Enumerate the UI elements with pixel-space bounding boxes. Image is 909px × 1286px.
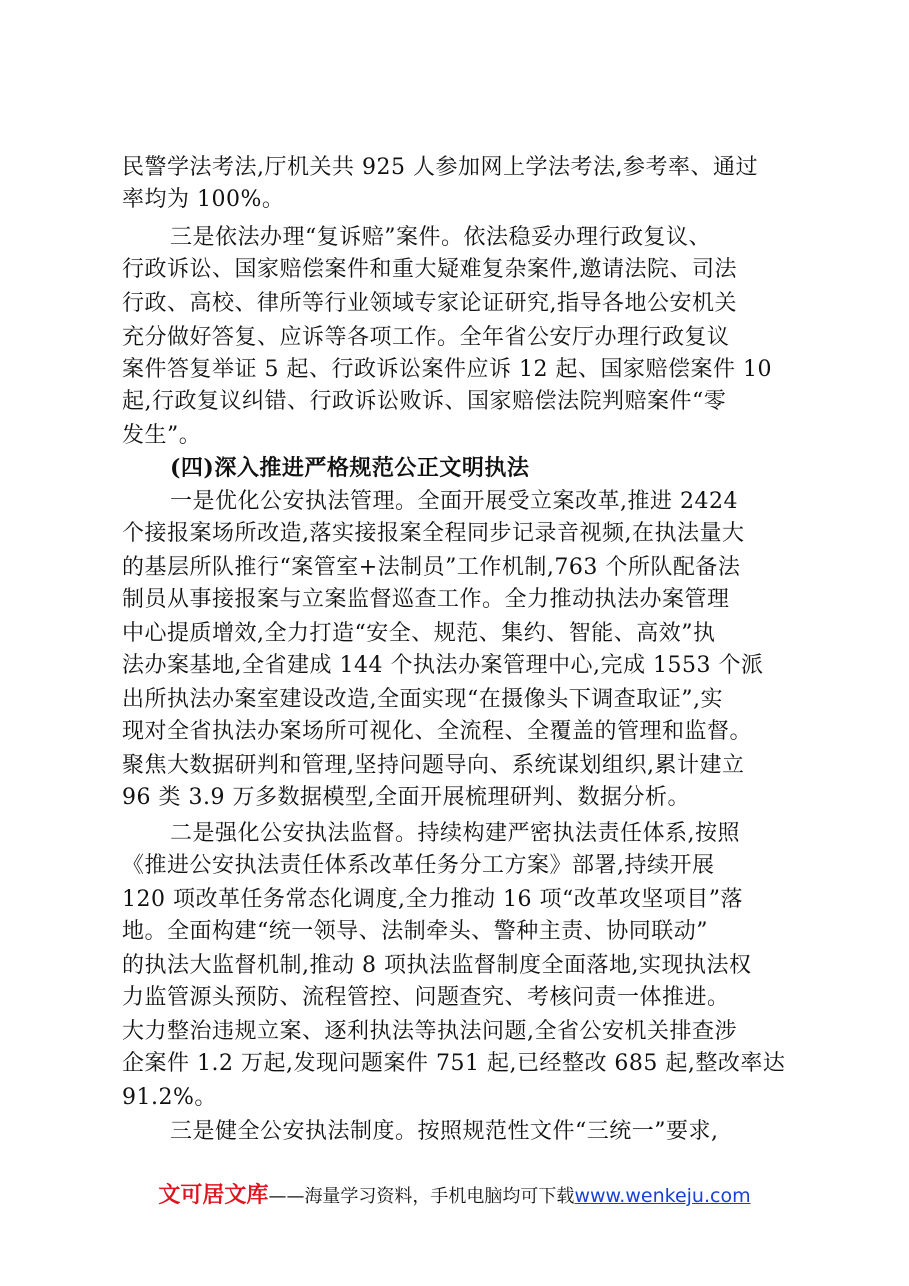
text-line: 聚焦大数据研判和管理,坚持问题导向、系统谋划组织,累计建立	[122, 753, 745, 778]
section-heading: (四)深入推进严格规范公正文明执法	[170, 455, 530, 481]
text-line: 案件答复举证 5 起、行政诉讼案件应诉 12 起、国家赔偿案件 10	[122, 357, 772, 382]
text-line: 出所执法办案室建设改造,全面实现“在摄像头下调查取证”,实	[122, 687, 723, 712]
text-line: 大力整治违规立案、逐利执法等执法问题,全省公安机关排查涉	[122, 1019, 737, 1044]
text-line: 行政、高校、律所等行业领域专家论证研究,指导各地公安机关	[122, 291, 737, 316]
text-line: 中心提质增效,全力打造“安全、规范、集约、智能、高效”执	[122, 621, 716, 646]
text-line: 起,行政复议纠错、行政诉讼败诉、国家赔偿法院判赔案件“零	[122, 389, 727, 414]
text-line: 民警学法考法,厅机关共 925 人参加网上学法考法,参考率、通过	[122, 155, 758, 180]
text-line: 三是依法办理“复诉赔”案件。依法稳妥办理行政复议、	[170, 225, 711, 250]
text-line: 三是健全公安执法制度。按照规范性文件“三统一”要求,	[170, 1119, 719, 1144]
text-line: 地。全面构建“统一领导、法制牵头、警种主责、协同联动”	[122, 919, 708, 944]
text-line: 91.2%。	[122, 1085, 217, 1110]
text-line: 120 项改革任务常态化调度,全力推动 16 项“改革攻坚项目”落	[122, 887, 743, 912]
text-line: 《推进公安执法责任体系改革任务分工方案》部署,持续开展	[122, 853, 715, 878]
text-line: 的基层所队推行“案管室+法制员”工作机制,763 个所队配备法	[122, 555, 741, 580]
text-line: 96 类 3.9 万多数据模型,全面开展梳理研判、数据分析。	[122, 785, 690, 810]
footer-tagline: ——海量学习资料，手机电脑均可下载	[268, 1186, 575, 1207]
text-line: 力监管源头预防、流程管控、问题查究、考核问责一体推进。	[122, 985, 730, 1010]
text-line: 率均为 100%。	[122, 187, 285, 212]
text-line: 充分做好答复、应诉等各项工作。全年省公安厅办理行政复议	[122, 325, 730, 350]
text-line: 现对全省执法办案场所可视化、全流程、全覆盖的管理和监督。	[122, 719, 753, 744]
text-line: 企案件 1.2 万起,发现问题案件 751 起,已经整改 685 起,整改率达	[122, 1051, 786, 1076]
text-line: 个接报案场所改造,落实接报案全程同步记录音视频,在执法量大	[122, 521, 745, 546]
text-line: 发生”。	[122, 423, 202, 448]
footer-brand: 文可居文库	[158, 1183, 269, 1208]
text-line: 制员从事接报案与立案监督巡查工作。全力推动执法办案管理	[122, 587, 730, 612]
text-line: 行政诉讼、国家赔偿案件和重大疑难复杂案件,邀请法院、司法	[122, 257, 737, 282]
text-line: 法办案基地,全省建成 144 个执法办案管理中心,完成 1553 个派	[122, 653, 764, 678]
text-line: 一是优化公安执法管理。全面开展受立案改革,推进 2424	[170, 489, 738, 514]
footer-banner	[0, 1178, 909, 1209]
footer-link[interactable]: www.wenkeju.com	[574, 1185, 751, 1207]
text-line: 的执法大监督机制,推动 8 项执法监督制度全面落地,实现执法权	[122, 953, 752, 978]
text-line: 二是强化公安执法监督。持续构建严密执法责任体系,按照	[170, 821, 740, 846]
